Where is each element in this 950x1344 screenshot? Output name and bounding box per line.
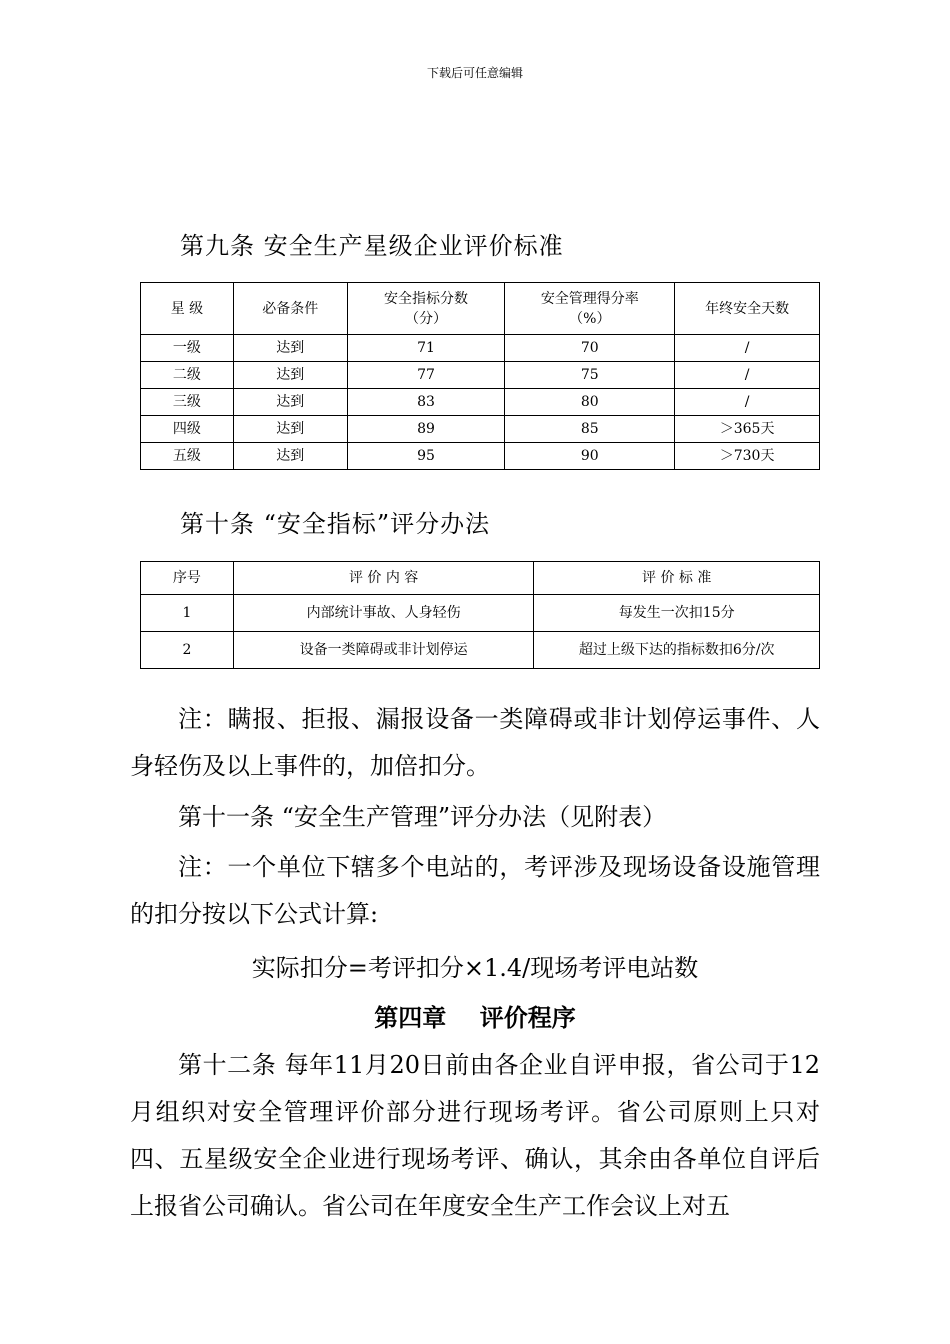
table-cell: 一级	[141, 335, 234, 362]
table-cell: 2	[141, 632, 234, 669]
table-cell: 89	[347, 416, 505, 443]
section-12-text: 第十二条 每年11月20日前由各企业自评申报，省公司于12月组织对安全管理评价部分进行现场考评。省公司原则上只对四、五星级安全企业进行现场考评、确认，其余由各单位自评后上报省公司确认。省公司在年度安全生产工作会议上对五	[130, 1051, 820, 1220]
table-cell: 达到	[233, 416, 347, 443]
table-cell: 五级	[141, 443, 234, 470]
table-row	[141, 595, 820, 632]
table-cell: 75	[505, 362, 675, 389]
table-cell: 95	[347, 443, 505, 470]
table-cell: 90	[505, 443, 675, 470]
table-cell: 1	[141, 595, 234, 632]
table-cell: ＞365天	[675, 416, 820, 443]
table-cell: 二级	[141, 362, 234, 389]
section-9-title: 第九条 安全生产星级企业评价标准	[180, 232, 564, 260]
formula: 实际扣分=考评扣分×1.4/现场考评电站数	[251, 954, 699, 982]
table-cell: 77	[347, 362, 505, 389]
table-cell: /	[675, 389, 820, 416]
table-cell: 达到	[233, 362, 347, 389]
star-rating-table	[140, 282, 820, 470]
table-cell: 70	[505, 335, 675, 362]
header-cell: 评 价 内 容	[233, 562, 534, 595]
table-cell: 每发生一次扣15分	[534, 595, 820, 632]
safety-index-table	[140, 561, 820, 669]
header-cell: 安全管理得分率 （%）	[505, 283, 675, 335]
table-cell: 设备一类障碍或非计划停运	[233, 632, 534, 669]
table-row	[141, 443, 820, 470]
note-1: 注：瞒报、拒报、漏报设备一类障碍或非计划停运事件、人身轻伤及以上事件的，加倍扣分。	[130, 705, 820, 780]
note-2: 注：一个单位下辖多个电站的，考评涉及现场设备设施管理的扣分按以下公式计算:	[130, 853, 820, 928]
header-cell: 星 级	[141, 283, 234, 335]
table-row	[141, 389, 820, 416]
chapter-title: 第四章 评价程序	[374, 1003, 576, 1032]
table-row	[141, 632, 820, 669]
table-header-row	[141, 283, 820, 335]
table-cell: 83	[347, 389, 505, 416]
table-cell: 三级	[141, 389, 234, 416]
header-cell: 序号	[141, 562, 234, 595]
table-row	[141, 335, 820, 362]
header-cell: 年终安全天数	[675, 283, 820, 335]
table-cell: 85	[505, 416, 675, 443]
table-cell: ＞730天	[675, 443, 820, 470]
table-cell: 四级	[141, 416, 234, 443]
table-cell: /	[675, 362, 820, 389]
table-cell: 内部统计事故、人身轻伤	[233, 595, 534, 632]
table-cell: /	[675, 335, 820, 362]
table-cell: 达到	[233, 389, 347, 416]
table-row	[141, 416, 820, 443]
table-header-row	[141, 562, 820, 595]
table-cell: 71	[347, 335, 505, 362]
header-cell: 安全指标分数 （分）	[347, 283, 505, 335]
page-header: 下载后可任意编辑	[426, 66, 523, 80]
table-cell: 达到	[233, 335, 347, 362]
table-row	[141, 362, 820, 389]
section-10-title: 第十条 “安全指标”评分办法	[180, 510, 491, 538]
header-cell: 必备条件	[233, 283, 347, 335]
table-cell: 超过上级下达的指标数扣6分/次	[534, 632, 820, 669]
section-11-title: 第十一条 “安全生产管理”评分办法（见附表）	[178, 803, 667, 831]
table-cell: 达到	[233, 443, 347, 470]
table-cell: 80	[505, 389, 675, 416]
header-cell: 评 价 标 准	[534, 562, 820, 595]
